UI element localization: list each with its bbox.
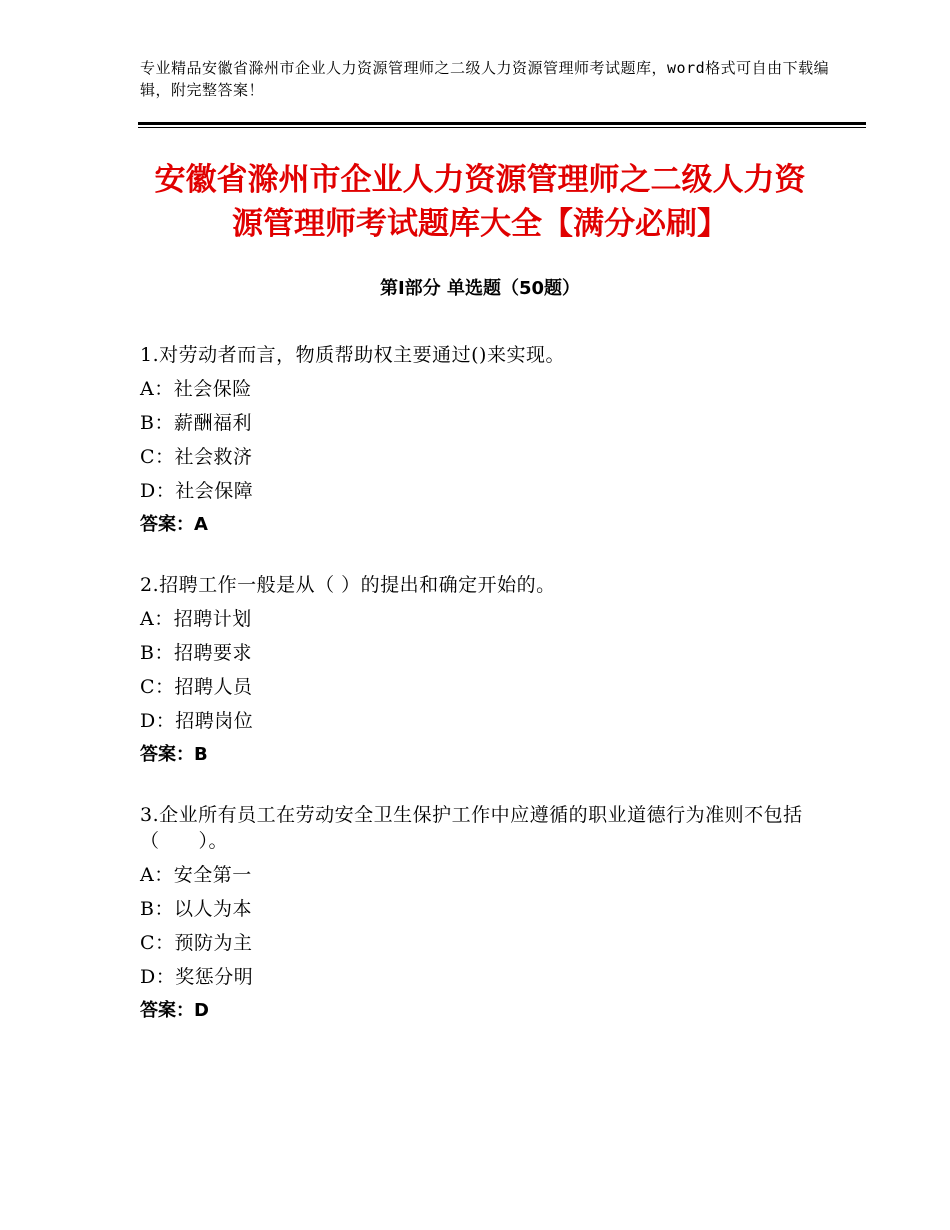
document-title: 安徽省滁州市企业人力资源管理师之二级人力资源管理师考试题库大全【满分必刷】 — [154, 162, 806, 242]
section-title: 第Ⅰ部分 单选题（50题） — [379, 278, 580, 299]
option-c: C：招聘人员 — [140, 676, 253, 698]
option-d: D：社会保障 — [140, 480, 254, 502]
option-c: C：预防为主 — [140, 932, 253, 954]
option-c: C：社会救济 — [140, 446, 253, 468]
option-b: B：薪酬福利 — [140, 412, 252, 434]
answer: 答案：D — [140, 1000, 209, 1021]
question-stem: 3.企业所有员工在劳动安全卫生保护工作中应遵循的职业道德行为准则不包括（ ）。 — [140, 804, 803, 852]
option-b: B：招聘要求 — [140, 642, 252, 664]
header-divider-thin — [138, 127, 866, 128]
question-stem: 1.对劳动者而言，物质帮助权主要通过()来实现。 — [140, 344, 565, 366]
option-a: A：招聘计划 — [140, 608, 252, 630]
option-d: D：招聘岗位 — [140, 710, 254, 732]
question-stem: 2.招聘工作一般是从（ ）的提出和确定开始的。 — [140, 574, 556, 596]
option-b: B：以人为本 — [140, 898, 252, 920]
answer: 答案：B — [140, 744, 208, 765]
question-1 — [140, 342, 840, 538]
header-divider-thick — [138, 122, 866, 125]
option-d: D：奖惩分明 — [140, 966, 254, 988]
question-list — [140, 342, 840, 1058]
header-note: 专业精品安徽省滁州市企业人力资源管理师之二级人力资源管理师考试题库，word格式可自由下载编辑，附完整答案！ — [140, 59, 830, 99]
question-3 — [140, 802, 840, 1024]
option-a: A：社会保险 — [140, 378, 252, 400]
answer: 答案：A — [140, 514, 208, 535]
question-2 — [140, 572, 840, 768]
option-a: A：安全第一 — [140, 864, 252, 886]
